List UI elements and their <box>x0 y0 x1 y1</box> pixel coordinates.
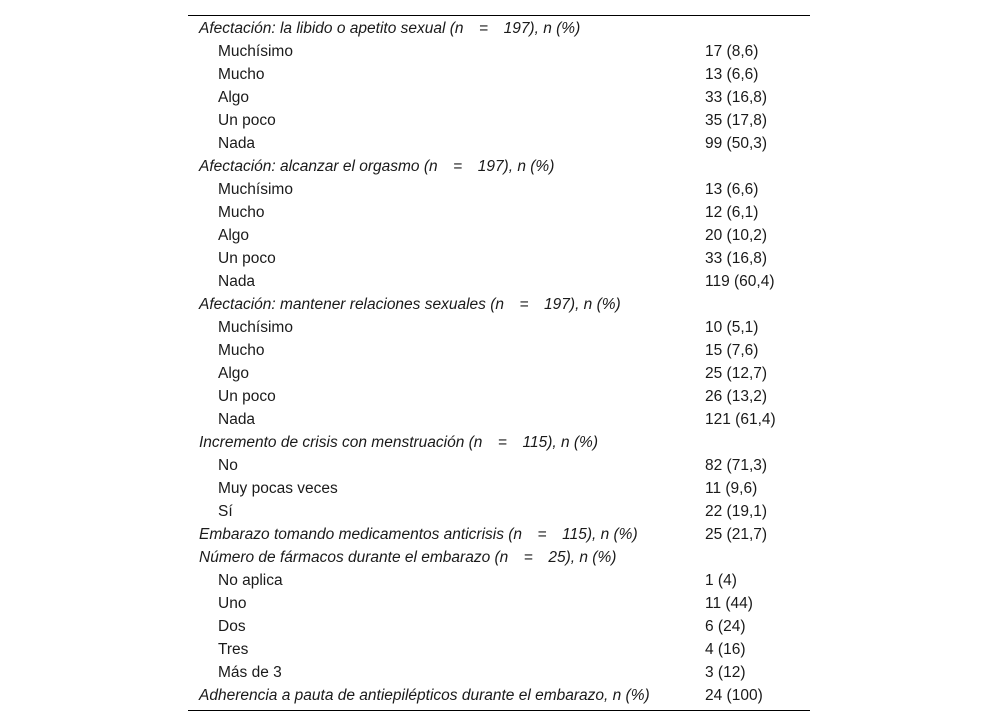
category-label: Un poco <box>218 388 276 405</box>
category-label: Tres <box>218 641 249 658</box>
section-header-row <box>188 155 810 178</box>
section-label: Afectación: alcanzar el orgasmo (n = 197), n (%) <box>199 158 555 175</box>
category-label: Más de 3 <box>218 664 282 681</box>
count-percent-value: 82 (71,3) <box>705 457 768 474</box>
category-label: Un poco <box>218 112 276 129</box>
category-label: No <box>218 457 238 474</box>
section-header-row <box>188 17 810 40</box>
count-percent-value: 6 (24) <box>705 618 746 635</box>
category-label: Muchísimo <box>218 181 293 198</box>
table-row <box>188 454 810 477</box>
table-row <box>188 132 810 155</box>
count-percent-value: 1 (4) <box>705 572 737 589</box>
count-percent-value: 22 (19,1) <box>705 503 768 520</box>
table-row <box>188 270 810 293</box>
category-label: Sí <box>218 503 233 520</box>
section-label: Número de fármacos durante el embarazo (n = 25), n (%) <box>199 549 617 566</box>
section-label: Embarazo tomando medicamentos anticrisis (n = 115), n (%) <box>199 526 638 543</box>
category-label: Mucho <box>218 204 265 221</box>
category-label: Algo <box>218 227 250 244</box>
count-percent-value: 99 (50,3) <box>705 135 768 152</box>
category-label: Dos <box>218 618 246 635</box>
count-percent-value: 33 (16,8) <box>705 89 768 106</box>
category-label: Muy pocas veces <box>218 480 338 497</box>
category-label: Algo <box>218 89 250 106</box>
count-percent-value: 25 (21,7) <box>705 526 768 543</box>
table-row <box>188 224 810 247</box>
count-percent-value: 11 (44) <box>705 595 753 612</box>
table-row <box>188 178 810 201</box>
count-percent-value: 4 (16) <box>705 641 746 658</box>
count-percent-value: 10 (5,1) <box>705 319 759 336</box>
category-label: Mucho <box>218 342 265 359</box>
table-row <box>188 109 810 132</box>
table-row <box>188 477 810 500</box>
section-header-row <box>188 431 810 454</box>
count-percent-value: 121 (61,4) <box>705 411 776 428</box>
count-percent-value: 12 (6,1) <box>705 204 759 221</box>
category-label: Uno <box>218 595 247 612</box>
table-row <box>188 385 810 408</box>
table-row <box>188 500 810 523</box>
table-row <box>188 362 810 385</box>
table-row <box>188 408 810 431</box>
count-percent-value: 13 (6,6) <box>705 181 759 198</box>
table-row <box>188 339 810 362</box>
category-label: Muchísimo <box>218 319 293 336</box>
table-row <box>188 569 810 592</box>
table-row <box>188 201 810 224</box>
count-percent-value: 119 (60,4) <box>705 273 775 290</box>
table-row <box>188 661 810 684</box>
category-label: Nada <box>218 273 256 290</box>
section-header-row <box>188 293 810 316</box>
section-header-row <box>188 523 810 546</box>
count-percent-value: 33 (16,8) <box>705 250 768 267</box>
section-label: Incremento de crisis con menstruación (n = 115), n (%) <box>199 434 598 451</box>
category-label: Algo <box>218 365 250 382</box>
data-table <box>188 15 810 711</box>
section-header-row <box>188 546 810 569</box>
table-row <box>188 40 810 63</box>
count-percent-value: 15 (7,6) <box>705 342 759 359</box>
table-body <box>188 17 810 707</box>
count-percent-value: 20 (10,2) <box>705 227 768 244</box>
category-label: Un poco <box>218 250 276 267</box>
count-percent-value: 26 (13,2) <box>705 388 768 405</box>
count-percent-value: 11 (9,6) <box>705 480 758 497</box>
table-row <box>188 316 810 339</box>
category-label: Nada <box>218 411 256 428</box>
table-row <box>188 592 810 615</box>
table-row <box>188 615 810 638</box>
section-label: Adherencia a pauta de antiepilépticos durante el embarazo, n (%) <box>199 687 650 704</box>
count-percent-value: 17 (8,6) <box>705 43 759 60</box>
table-row <box>188 638 810 661</box>
count-percent-value: 25 (12,7) <box>705 365 768 382</box>
count-percent-value: 3 (12) <box>705 664 746 681</box>
section-label: Afectación: la libido o apetito sexual (n = 197), n (%) <box>199 20 581 37</box>
category-label: Nada <box>218 135 256 152</box>
category-label: Muchísimo <box>218 43 293 60</box>
count-percent-value: 35 (17,8) <box>705 112 768 129</box>
count-percent-value: 24 (100) <box>705 687 763 704</box>
category-label: No aplica <box>218 572 283 589</box>
table-row <box>188 247 810 270</box>
table-row <box>188 63 810 86</box>
category-label: Mucho <box>218 66 265 83</box>
section-label: Afectación: mantener relaciones sexuales (n = 197), n (%) <box>199 296 621 313</box>
section-header-row <box>188 684 810 707</box>
table-row <box>188 86 810 109</box>
count-percent-value: 13 (6,6) <box>705 66 759 83</box>
